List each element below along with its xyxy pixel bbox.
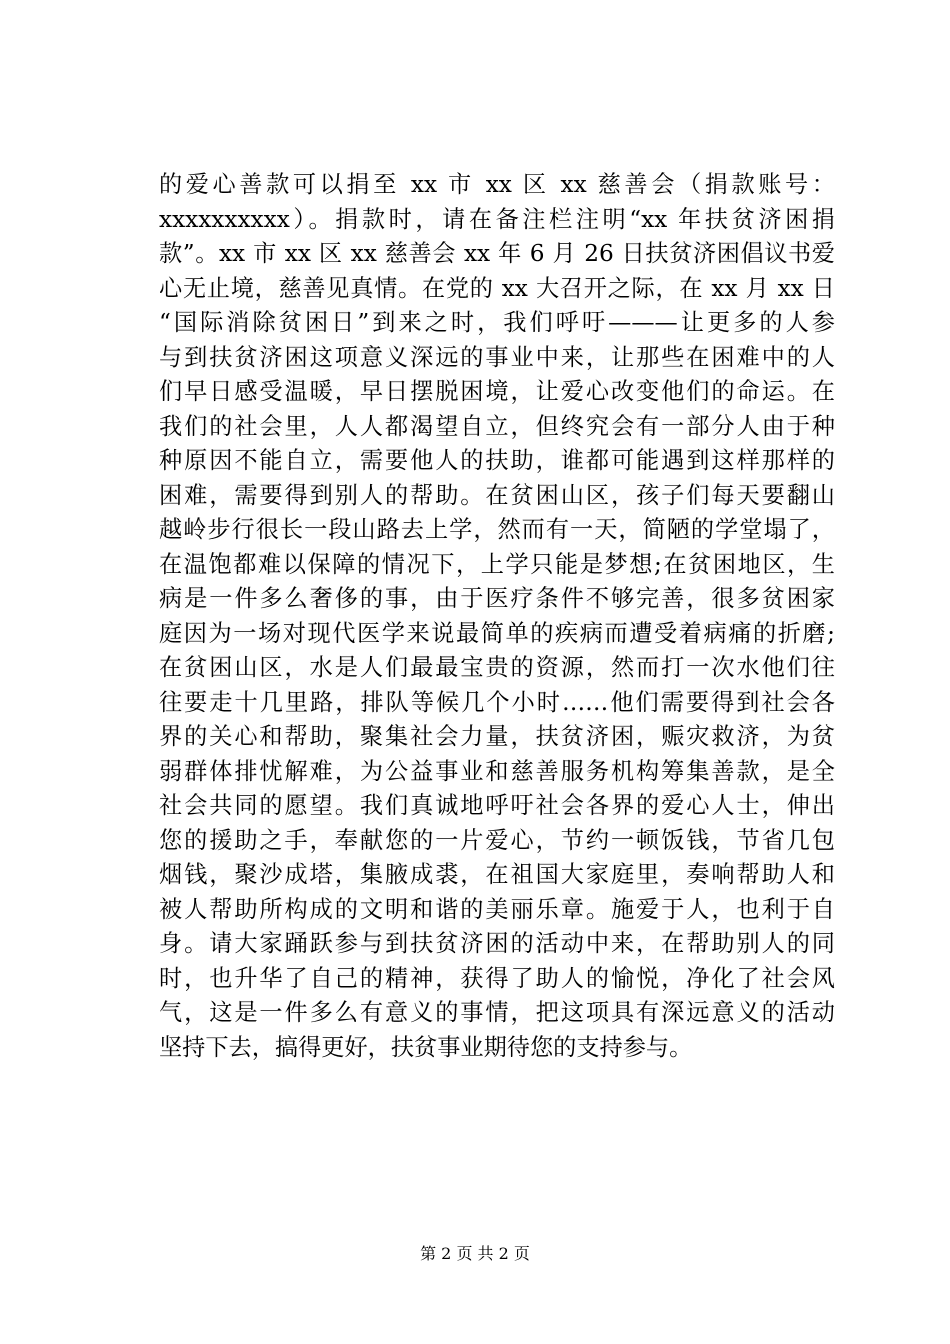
body-line: 的爱心善款可以捐至 xx 市 xx 区 xx 慈善会（捐款账号： [159,171,835,198]
body-line: 种原因不能自立，需要他人的扶助，谁都可能遇到这样那样的 [159,447,835,474]
body-line: 们早日感受温暖，早日摆脱困境，让爱心改变他们的命运。在 [159,378,835,405]
body-line: 在贫困山区，水是人们最最宝贵的资源，然而打一次水他们往 [159,654,835,681]
body-line: 弱群体排忧解难，为公益事业和慈善服务机构筹集善款，是全 [159,757,835,785]
body-line: 您的援助之手，奉献您的一片爱心，节约一顿饭钱，节省几包 [159,826,835,854]
body-line: 越岭步行很长一段山路去上学，然而有一天，简陋的学堂塌了， [159,516,835,543]
body-line: 身。请大家踊跃参与到扶贫济困的活动中来，在帮助别人的同 [159,930,835,957]
body-line: 在温饱都难以保障的情况下，上学只能是梦想;在贫困地区，生 [159,550,835,578]
body-line: 坚持下去，搞得更好，扶贫事业期待您的支持参与。 [159,1033,693,1061]
body-line: 时，也升华了自己的精神，获得了助人的愉悦，净化了社会风 [159,964,835,992]
page-footer: 第 2 页 共 2 页 [420,1244,530,1263]
body-line: 心无止境，慈善见真情。在党的 xx 大召开之际，在 xx 月 xx 日 [159,274,835,302]
body-line: 我们的社会里，人人都渴望自立，但终究会有一部分人由于种 [159,412,835,440]
body-line: 社会共同的愿望。我们真诚地呼吁社会各界的爱心人士，伸出 [159,792,835,819]
body-line: xxxxxxxxxx）。捐款时，请在备注栏注明“xx 年扶贫济困捐 [159,205,835,233]
body-line: 困难，需要得到别人的帮助。在贫困山区，孩子们每天要翻山 [159,481,835,509]
body-line: 气，这是一件多么有意义的事情，把这项具有深远意义的活动 [159,999,835,1026]
body-line: 往要走十几里路，排队等候几个小时……他们需要得到社会各 [159,688,835,716]
body-line: “国际消除贫困日”到来之时，我们呼吁———让更多的人参 [159,309,835,336]
body-line: 病是一件多么奢侈的事，由于医疗条件不够完善，很多贫困家 [159,585,835,612]
body-line: 被人帮助所构成的文明和谐的美丽乐章。施爱于人，也利于自 [159,895,835,923]
body-line: 界的关心和帮助，聚集社会力量，扶贫济困，赈灾救济，为贫 [159,723,835,750]
body-line: 烟钱，聚沙成塔，集腋成裘，在祖国大家庭里，奏响帮助人和 [159,861,835,888]
body-line: 款”。xx 市 xx 区 xx 慈善会 xx 年 6 月 26 日扶贫济困倡议书爱 [159,240,835,267]
body-line: 与到扶贫济困这项意义深远的事业中来，让那些在困难中的人 [159,343,835,371]
body-text [159,168,835,1065]
body-line: 庭因为一场对现代医学来说最简单的疾病而遭受着病痛的折磨; [159,619,835,647]
